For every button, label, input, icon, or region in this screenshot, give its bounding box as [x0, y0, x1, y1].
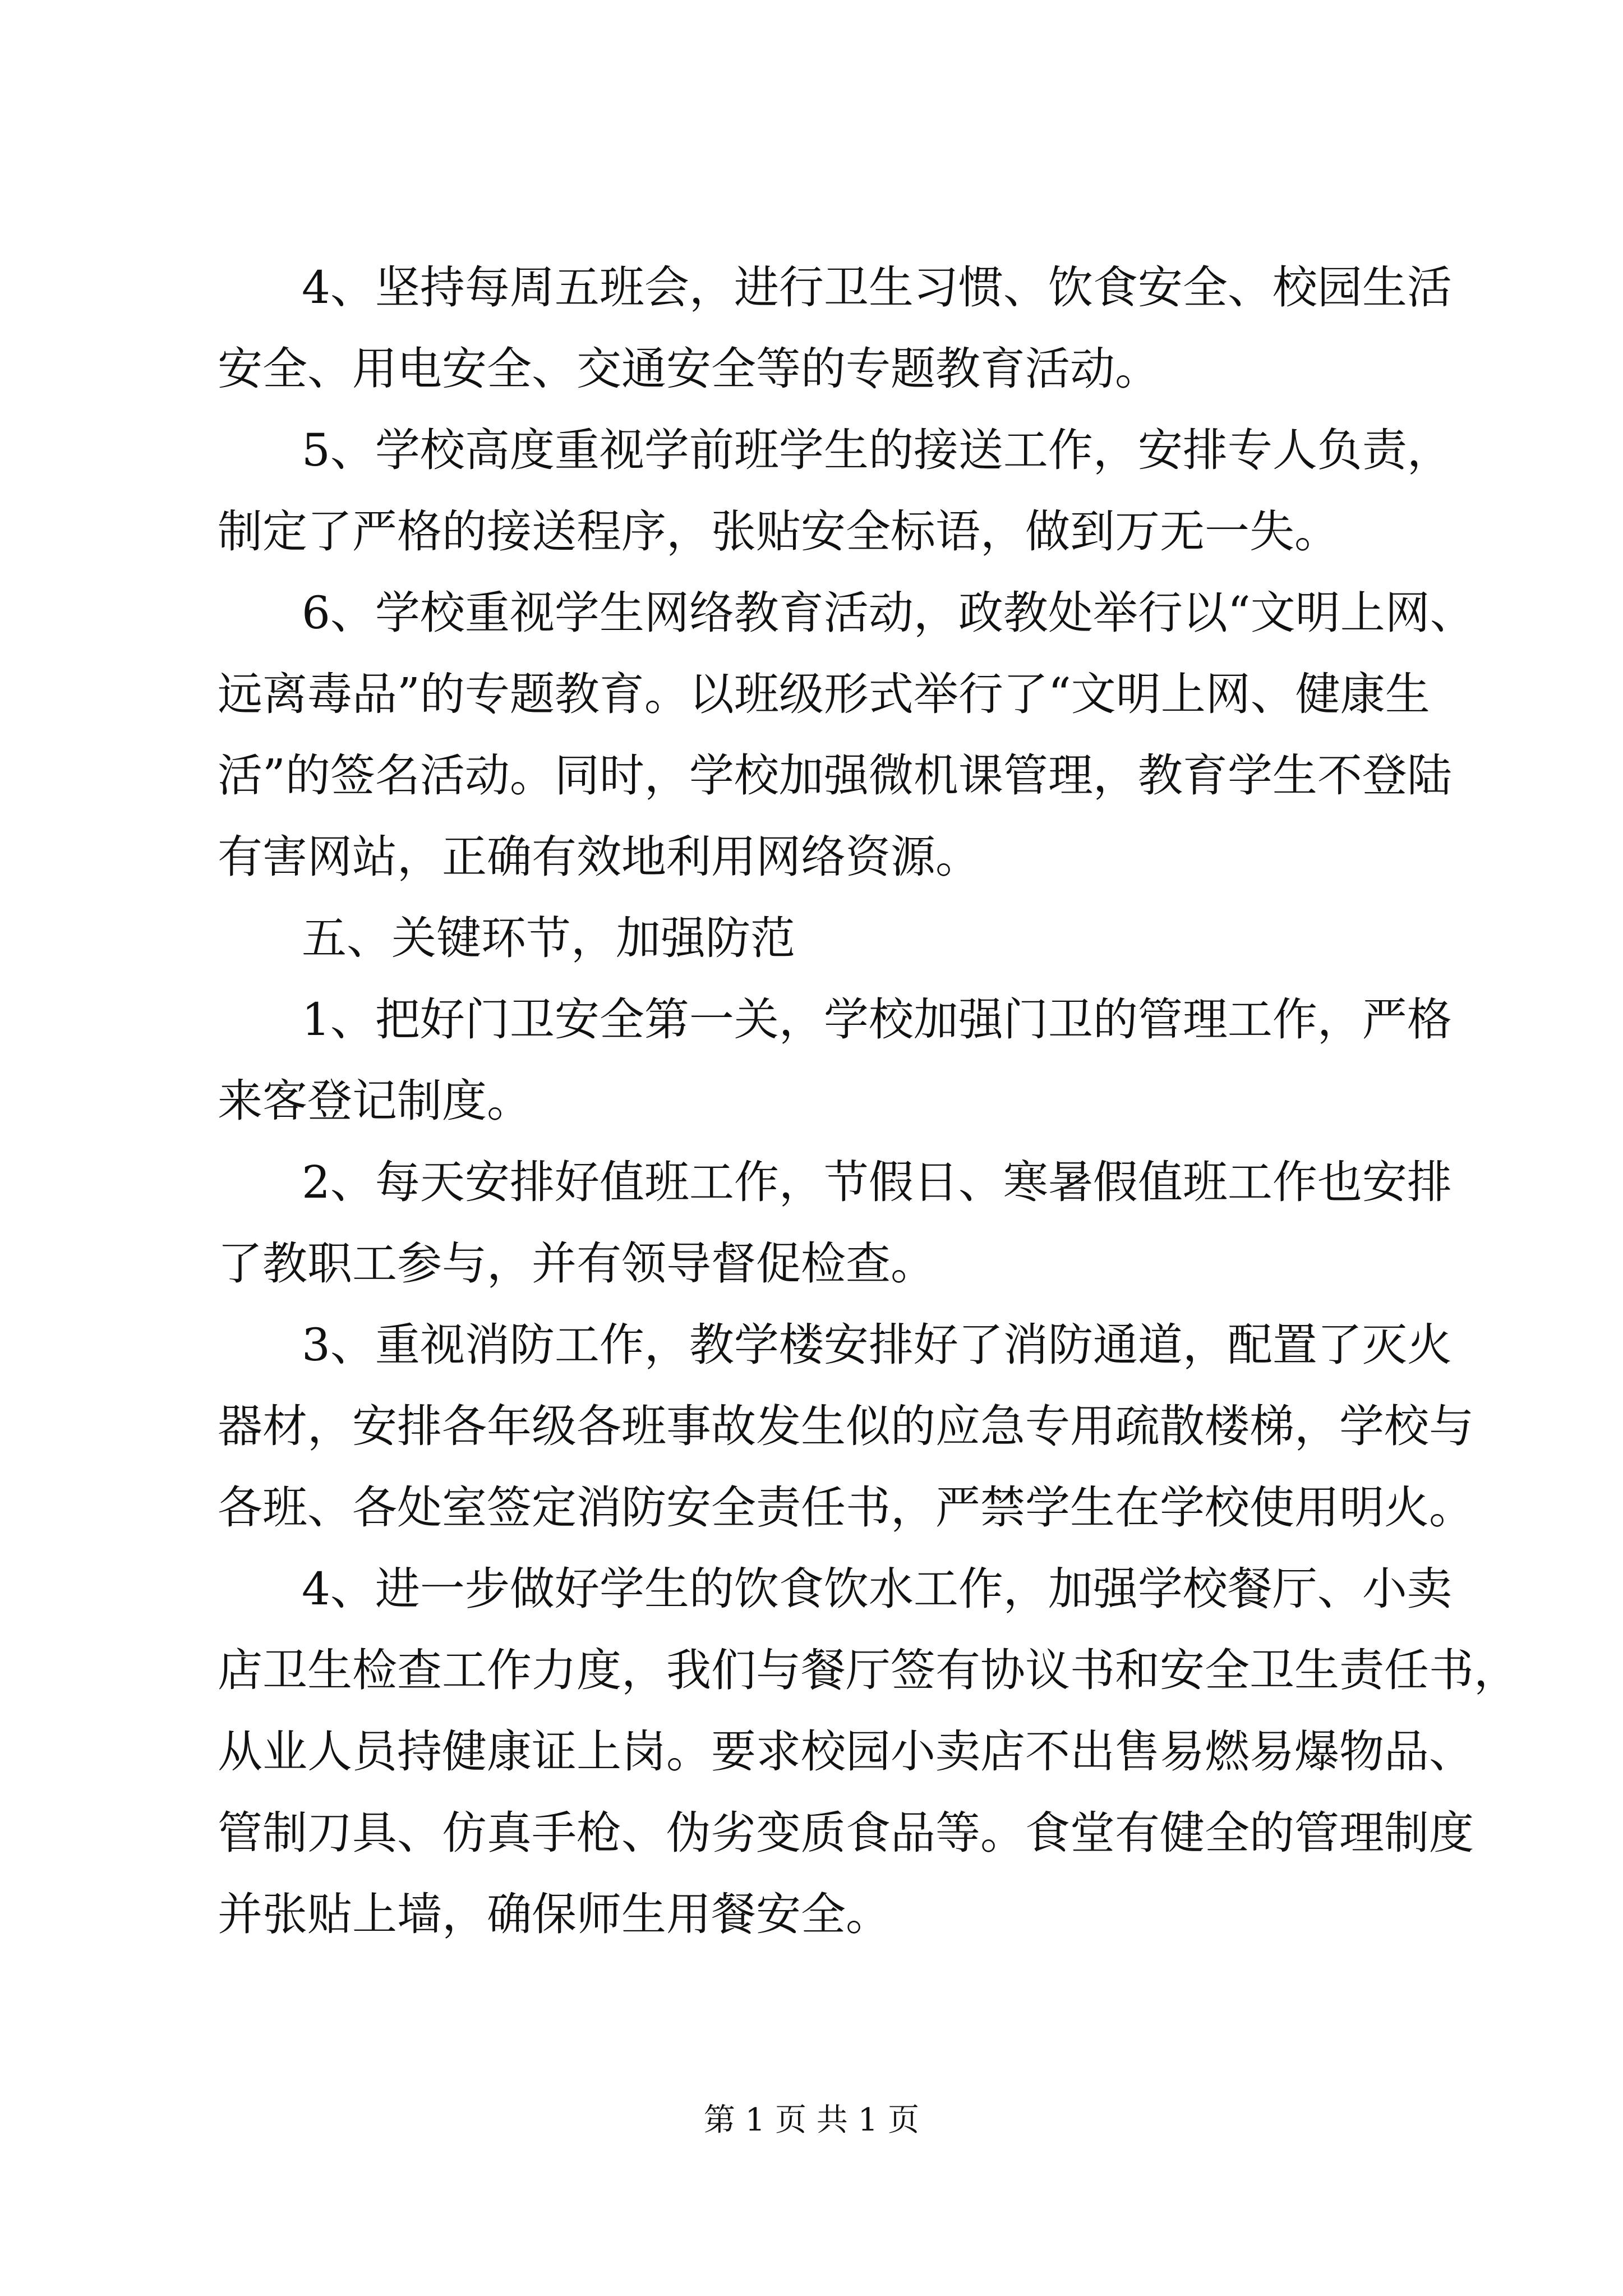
text-line: 各班、各处室签定消防安全责任书，严禁学生在学校使用明火。 [218, 1481, 1474, 1534]
paragraph-item-2-duty [218, 1142, 1452, 1304]
text-line: 店卫生检查工作力度，我们与餐厅签有协议书和安全卫生责任书， [218, 1644, 1519, 1696]
text-line: 5、学校高度重视学前班学生的接送工作，安排专人负责， [302, 424, 1452, 476]
paragraph-item-4-safety-class [218, 247, 1452, 409]
section-heading-five [218, 898, 795, 979]
text-line: 2、每天安排好值班工作，节假日、寒暑假值班工作也安排 [302, 1156, 1452, 1208]
text-line: 器材，安排各年级各班事故发生似的应急专用疏散楼梯，学校与 [218, 1400, 1474, 1452]
paragraph-item-5-pickup [218, 409, 1452, 572]
page-number-label: 第 1 页 共 1 页 [703, 2102, 920, 2138]
text-line: 6、学校重视学生网络教育活动，政教处举行以“文明上网、 [302, 587, 1475, 639]
paragraph-item-4-food [218, 1548, 1519, 1955]
text-line: 制定了严格的接送程序，张贴安全标语，做到万无一失。 [218, 505, 1339, 558]
text-line: 4、进一步做好学生的饮食饮水工作，加强学校餐厅、小卖 [302, 1563, 1452, 1615]
text-line: 活”的签名活动。同时，学校加强微机课管理，教育学生不登陆 [218, 749, 1452, 802]
text-line: 远离毒品”的专题教育。以班级形式举行了“文明上网、健康生 [218, 668, 1430, 720]
text-line: 1、把好门卫安全第一关，学校加强门卫的管理工作，严格 [302, 993, 1452, 1046]
text-line: 有害网站，正确有效地利用网络资源。 [218, 831, 980, 883]
text-line: 管制刀具、仿真手枪、伪劣变质食品等。食堂有健全的管理制度 [218, 1807, 1474, 1859]
section-heading: 五、关键环节，加强防范 [302, 912, 795, 964]
text-line: 并张贴上墙，确保师生用餐安全。 [218, 1888, 891, 1940]
text-line: 从业人员持健康证上岗。要求校园小卖店不出售易燃易爆物品、 [218, 1726, 1474, 1778]
text-line: 安全、用电安全、交通安全等的专题教育活动。 [218, 343, 1160, 395]
page-footer [0, 2098, 1623, 2143]
text-line: 来客登记制度。 [218, 1075, 532, 1127]
paragraph-item-6-network [218, 572, 1475, 898]
paragraph-item-1-gate [218, 979, 1452, 1142]
text-line: 4、坚持每周五班会，进行卫生习惯、饮食安全、校园生活 [302, 261, 1452, 314]
text-line: 3、重视消防工作，教学楼安排好了消防通道，配置了灭火 [302, 1319, 1452, 1371]
text-line: 了教职工参与，并有领导督促检查。 [218, 1237, 935, 1290]
paragraph-item-3-fire [218, 1304, 1474, 1548]
